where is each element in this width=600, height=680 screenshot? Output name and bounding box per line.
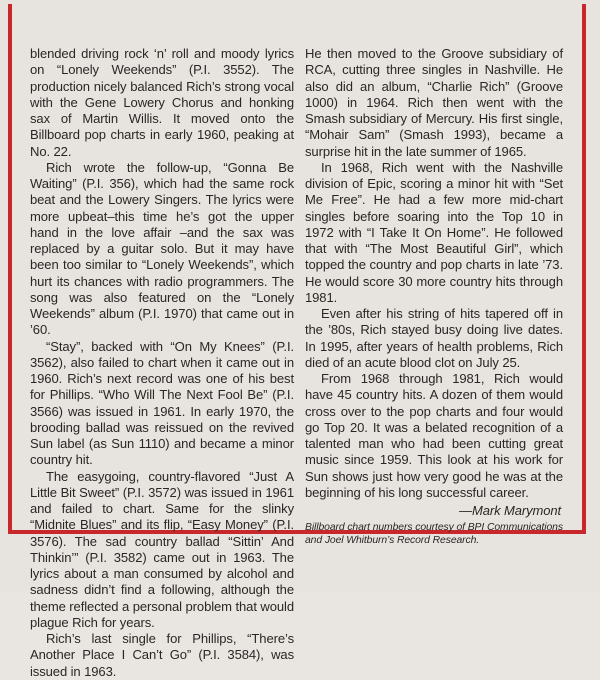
author-signature: —Mark Marymont bbox=[459, 503, 561, 518]
paragraph: He then moved to the Groove subsidiary of RCA, cutting three singles in Nashville. He also did an album, “Charlie Rich” (Groove 1000) in 1964. Rich then went with the Smash subsidiary of Mercury. His first single, “Mohair Sam” (Smash 1993), became a surprise hit in the late summer of 1965. bbox=[305, 46, 563, 159]
paragraph: Rich’s last single for Phillips, “There’s Another Place I Can’t Go” (P.I. 3584), was issued in 1963. bbox=[30, 631, 294, 679]
paragraph: Even after his string of hits tapered off in the ’80s, Rich stayed busy doing live dates. In 1995, after years of health problems, Rich died of an acute blood clot on July 25. bbox=[305, 306, 563, 370]
paragraph: Rich wrote the follow-up, “Gonna Be Waiting” (P.I. 356), which had the same rock beat and the Lowery Singers. The lyrics were more upbeat–this time he’s got the upper hand in the love affair –and the sax was replaced by a guitar solo. But it may have been too similar to “Lonely Weekends”, which hurt its chances with radio programmers. The song was also featured on the “Lonely Weekends” album (P.I. 1970) that came out in ’60. bbox=[30, 159, 294, 338]
chart-credit-note: Billboard chart numbers courtesy of BPI Communications and Joel Whitburn’s Record Research. bbox=[305, 522, 563, 547]
paragraph: The easygoing, country-flavored “Just A Little Bit Sweet” (P.I. 3572) was issued in 1961 and failed to chart. Same for the slinky “Midnite Blues” and its flip, “Easy Money” (P.I. 3576). The sad country ballad “Sittin’ And Thinkin’” (P.I. 3582) came out in 1963. The lyrics about a man consumed by alcohol and sadness didn’t find a following, although the theme reflected a personal problem that would plague Rich for years. bbox=[30, 468, 294, 630]
paragraph: In 1968, Rich went with the Nashville division of Epic, scoring a minor hit with “Set Me Free”. He had a few more mid-chart singles before soaring into the Top 10 in 1972 with “I Take It On Home”. He followed that with “The Most Beautiful Girl”, which topped the country and pop charts in late ’73. He would score 30 more country hits through 1981. bbox=[305, 159, 563, 305]
right-column bbox=[305, 46, 563, 547]
left-column bbox=[30, 46, 294, 680]
paragraph: From 1968 through 1981, Rich would have 45 country hits. A dozen of them would cross over to the pop charts and four would go Top 20. It was a belated recognition of a talented man who had been cutting great music since 1959. This look at his work for Sun shows just how very good he was at the beginning of his long successful career. bbox=[305, 371, 563, 500]
paragraph: blended driving rock ‘n’ roll and moody lyrics on “Lonely Weekends” (P.I. 3552). The production nicely balanced Rich’s strong vocal with the Gene Lowery Chorus and honking sax of Martin Willis. It moved onto the Billboard pop charts in early 1960, peaking at No. 22. bbox=[30, 46, 294, 159]
paragraph: “Stay”, backed with “On My Knees” (P.I. 3562), also failed to chart when it came out in 1960. Rich’s next record was one of his best for Phillips. “Who Will The Next Fool Be” (P.I. 3566) was issued in 1961. In early 1970, the brooding ballad was reissued on the revived Sun label (as Sun 1110) and became a minor country hit. bbox=[30, 338, 294, 468]
